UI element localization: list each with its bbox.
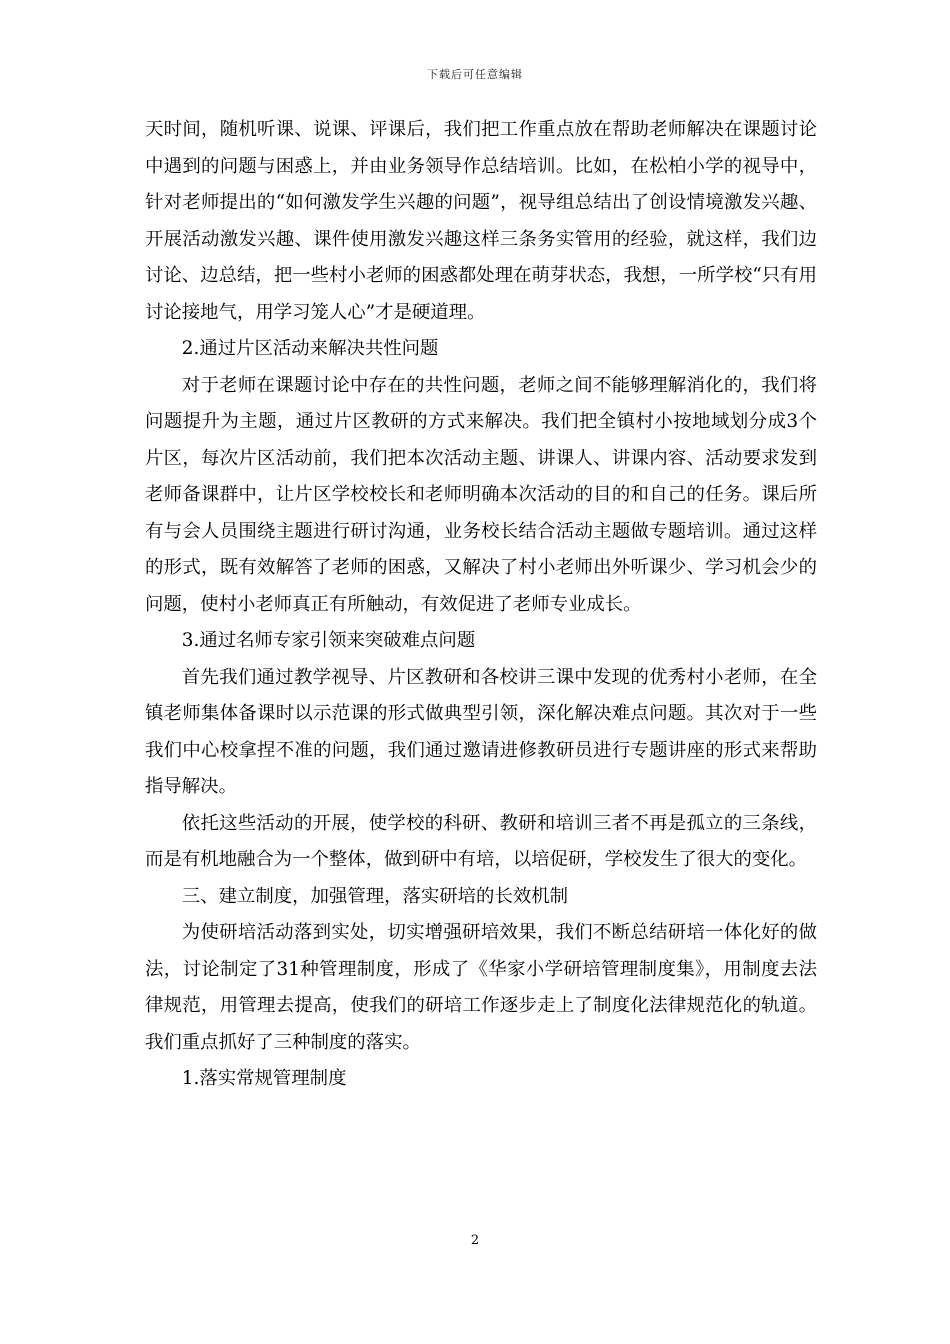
paragraph-1: 天时间，随机听课、说课、评课后，我们把工作重点放在帮助老师解决在课题讨论中遇到的问题与困惑上，并由业务领导作总结培训。比如，在松柏小学的视导中，针对老师提出的“如何激发学生兴趣的问题”，视导组总结出了创设情境激发兴趣、开展活动激发兴趣、课件使用激发兴趣这样三条务实管用的经验，就这样，我们边讨论、边总结，把一些村小老师的困惑都处理在萌芽状态，我想，一所学校“只有用讨论接地气，用学习笼人心”才是硬道理。 — [145, 119, 817, 323]
page-number: 2 — [470, 1233, 480, 1248]
paragraph-4-heading: 3.通过名师专家引领来突破难点问题 — [181, 630, 476, 651]
page-header: 下载后可任意编辑 — [427, 68, 523, 81]
document-body — [145, 112, 817, 1098]
paragraph-6: 依托这些活动的开展，使学校的科研、教研和培训三者不再是孤立的三条线，而是有机地融合为一个整体，做到研中有培，以培促研，学校发生了很大的变化。 — [145, 812, 817, 870]
paragraph-8: 为使研培活动落到实处，切实增强研培效果，我们不断总结研培一体化好的做法，讨论制定了31种管理制度，形成了《华家小学研培管理制度集》，用制度去法律规范，用管理去提高，使我们的研培工作逐步走上了制度化法律规范化的轨道。我们重点抓好了三种制度的落实。 — [145, 922, 817, 1053]
paragraph-2-heading: 2.通过片区活动来解决共性问题 — [181, 338, 439, 359]
paragraph-5: 首先我们通过教学视导、片区教研和各校讲三课中发现的优秀村小老师，在全镇老师集体备课时以示范课的形式做典型引领，深化解决难点问题。其次对于一些我们中心校拿捏不准的问题，我们通过邀请进修教研员进行专题讲座的形式来帮助指导解决。 — [145, 666, 817, 797]
paragraph-7-heading: 三、建立制度，加强管理，落实研培的长效机制 — [181, 885, 569, 907]
paragraph-9-heading: 1.落实常规管理制度 — [181, 1068, 347, 1089]
paragraph-3: 对于老师在课题讨论中存在的共性问题，老师之间不能够理解消化的，我们将问题提升为主题，通过片区教研的方式来解决。我们把全镇村小按地域划分成3个片区，每次片区活动前，我们把本次活动主题、讲课人、讲课内容、活动要求发到老师备课群中，让片区学校校长和老师明确本次活动的目的和自己的任务。课后所有与会人员围绕主题进行研讨沟通，业务校长结合活动主题做专题培训。通过这样的形式，既有效解答了老师的困惑，又解决了村小老师出外听课少、学习机会少的问题，使村小老师真正有所触动，有效促进了老师专业成长。 — [145, 374, 817, 615]
